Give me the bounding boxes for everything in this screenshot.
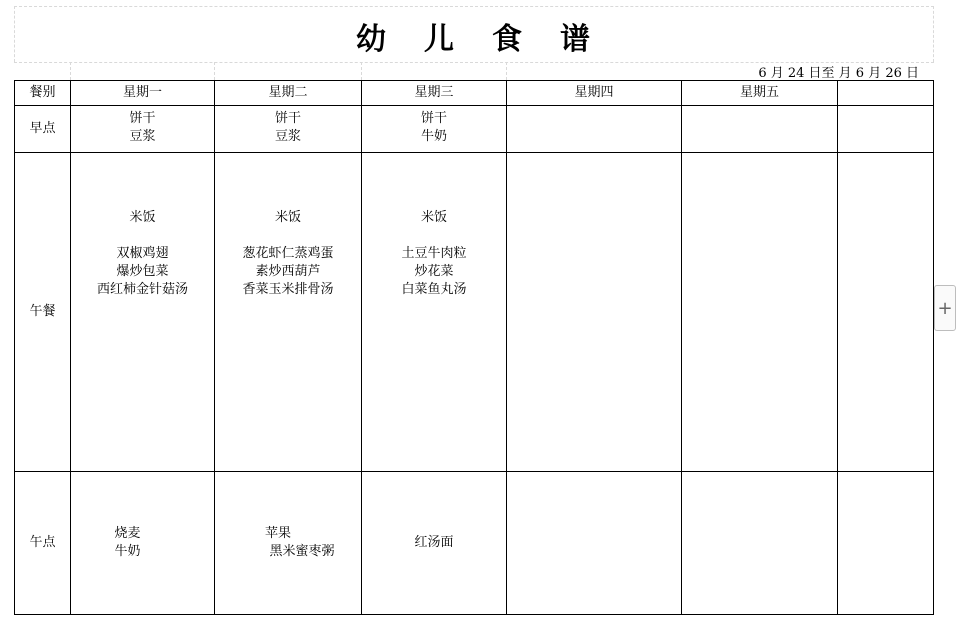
table-header-row	[15, 81, 934, 106]
table-cell[interactable]	[682, 472, 838, 615]
table-cell[interactable]	[507, 106, 682, 153]
page-guide-col1	[70, 62, 71, 80]
title-char: 食	[492, 22, 524, 57]
table-cell[interactable]	[682, 153, 838, 472]
table-cell[interactable]	[682, 106, 838, 153]
date-range[interactable]: 6 月 24 日至 月 6 月 26 日	[758, 66, 919, 81]
row-label-breakfast[interactable]: 早点	[15, 106, 71, 153]
plus-icon: +	[937, 297, 953, 319]
table-cell[interactable]	[71, 153, 215, 472]
table-cell[interactable]	[838, 106, 934, 153]
table-cell[interactable]	[507, 472, 682, 615]
table-row	[15, 153, 934, 472]
add-row-button[interactable]	[934, 285, 956, 331]
title-char: 儿	[424, 22, 456, 57]
menu-item: 素炒西葫芦	[255, 264, 321, 279]
page-guide-col4	[506, 62, 507, 80]
menu-item: 牛奶	[420, 129, 447, 144]
spacer	[362, 227, 506, 245]
table-cell[interactable]	[71, 106, 215, 153]
menu-item: 米饭	[129, 210, 156, 225]
table-cell[interactable]	[362, 106, 507, 153]
menu-item: 爆炒包菜	[116, 264, 169, 279]
table-cell[interactable]	[362, 472, 507, 615]
menu-item: 黑米蜜枣粥	[269, 544, 335, 559]
menu-item: 牛奶	[114, 544, 141, 559]
table-cell[interactable]	[215, 153, 362, 472]
menu-item: 白菜鱼丸汤	[401, 282, 467, 297]
menu-item: 烧麦	[114, 526, 141, 541]
row-label-lunch[interactable]: 午餐	[15, 153, 71, 472]
spacer	[215, 227, 361, 245]
menu-item: 双椒鸡翅	[116, 246, 169, 261]
menu-table	[14, 80, 934, 615]
menu-item: 葱花虾仁蒸鸡蛋	[242, 246, 334, 261]
day-header-tue[interactable]: 星期二	[215, 81, 362, 106]
menu-item: 苹果	[264, 526, 291, 541]
page-guide-col2	[214, 62, 215, 80]
table-row	[15, 106, 934, 153]
menu-item: 炒花菜	[414, 264, 454, 279]
day-header-mon[interactable]: 星期一	[71, 81, 215, 106]
document-title[interactable]	[14, 14, 934, 58]
spacer	[71, 227, 214, 245]
row-label-snack[interactable]: 午点	[15, 472, 71, 615]
day-header-wed[interactable]: 星期三	[362, 81, 507, 106]
menu-item: 土豆牛肉粒	[401, 246, 467, 261]
table-cell[interactable]	[71, 472, 215, 615]
menu-item: 饼干	[274, 111, 301, 126]
menu-item: 饼干	[420, 111, 447, 126]
menu-item: 豆浆	[274, 129, 301, 144]
table-cell[interactable]	[362, 153, 507, 472]
table-cell[interactable]	[838, 153, 934, 472]
menu-item: 米饭	[274, 210, 301, 225]
menu-item: 豆浆	[129, 129, 156, 144]
day-header-extra[interactable]	[838, 81, 934, 106]
table-cell[interactable]	[215, 472, 362, 615]
menu-item: 饼干	[129, 111, 156, 126]
table-row	[15, 472, 934, 615]
page-guide-top	[14, 6, 934, 7]
table-cell[interactable]	[838, 472, 934, 615]
page-guide-col3	[361, 62, 362, 80]
day-header-fri[interactable]: 星期五	[682, 81, 838, 106]
menu-item: 香菜玉米排骨汤	[242, 282, 334, 297]
corner-cell[interactable]: 餐别	[15, 81, 71, 106]
table-cell[interactable]	[507, 153, 682, 472]
menu-item: 米饭	[420, 210, 447, 225]
table-cell[interactable]	[215, 106, 362, 153]
day-header-thu[interactable]: 星期四	[507, 81, 682, 106]
title-char: 谱	[560, 22, 592, 57]
menu-item: 西红柿金针菇汤	[96, 282, 188, 297]
menu-item: 红汤面	[414, 535, 454, 550]
title-char: 幼	[356, 22, 388, 57]
